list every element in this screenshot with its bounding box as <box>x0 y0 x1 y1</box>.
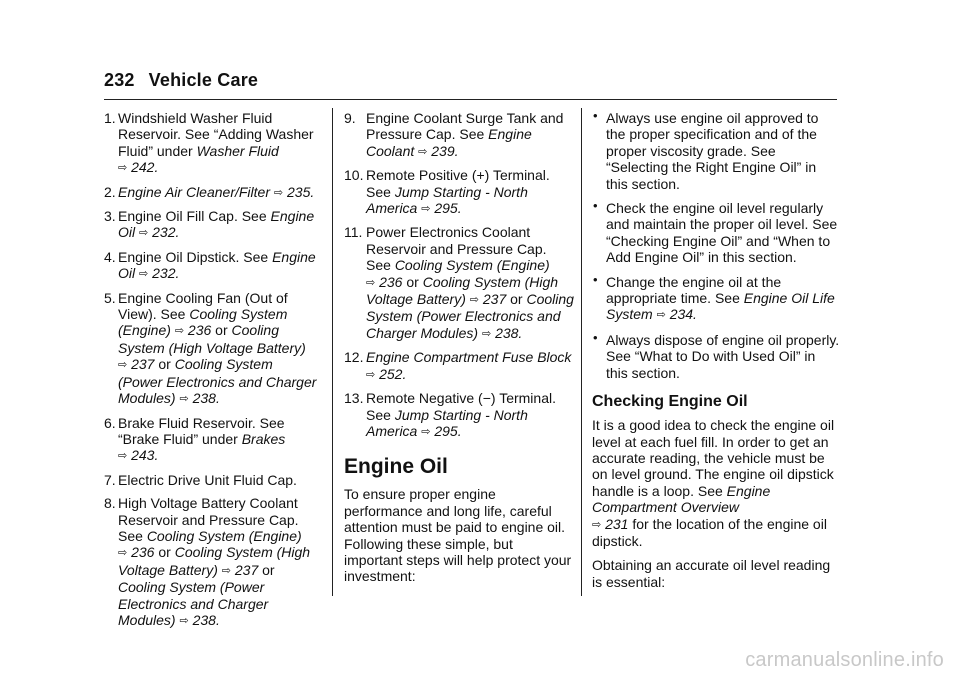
page-ref[interactable]: 237 <box>131 356 155 373</box>
column-left <box>104 110 320 636</box>
page-ref[interactable]: 238. <box>495 324 523 341</box>
page-ref[interactable]: 252. <box>379 365 407 382</box>
ref-link[interactable]: Cooling System (Power Electronics and Charger Modules) <box>118 579 269 628</box>
list-item: 3. Engine Oil Fill Cap. See Engine Oil ⇨ 232. <box>104 208 315 241</box>
list-item: 2. Engine Air Cleaner/Filter ⇨ 235. <box>104 183 315 200</box>
ref-link[interactable]: Cooling System (Engine) <box>394 257 550 274</box>
list-item: 7. Electric Drive Unit Fluid Cap. <box>104 471 297 488</box>
ref-link[interactable]: Engine Compartment Overview <box>592 482 771 516</box>
ref-link[interactable]: Engine Compartment Fuse Block <box>366 349 572 366</box>
page-ref[interactable]: 231 <box>605 515 629 532</box>
bullet-icon: • <box>593 108 598 123</box>
list-item: 4. Engine Oil Dipstick. See Engine Oil ⇨ 232. <box>104 248 316 282</box>
page-ref[interactable]: 295. <box>434 422 462 439</box>
page-ref-icon: ⇨ <box>179 393 189 406</box>
page-ref-icon: ⇨ <box>179 614 189 627</box>
list-item: 10. Remote Positive (+) Terminal. See Jump Starting - North America ⇨ 295. <box>344 167 550 217</box>
list-item: 13. Remote Negative (−) Terminal. See Jump Starting - North America ⇨ 295. <box>344 390 556 439</box>
bullet-item: • Always use engine oil approved to the proper specification and of the proper viscosity grade. See “Selecting the Right Engine Oil” in this section. <box>593 108 819 192</box>
page-ref-icon: ⇨ <box>273 186 284 199</box>
page-ref-icon: ⇨ <box>118 359 128 372</box>
page-ref[interactable]: 238. <box>192 390 220 407</box>
page-ref-icon: ⇨ <box>592 518 602 531</box>
page-header <box>104 70 258 91</box>
page-ref[interactable]: 236 <box>187 322 212 339</box>
ref-link[interactable]: Jump Starting - North America <box>366 183 528 217</box>
watermark: carmanualsonline.info <box>745 649 944 671</box>
list-item: 1. Windshield Washer Fluid Reservoir. See “Adding Washer Fluid” under Washer Fluid ⇨ 242. <box>104 110 314 176</box>
paragraph: Obtaining an accurate oil level reading is essential: <box>592 557 831 590</box>
page-ref-icon: ⇨ <box>366 368 376 381</box>
page-ref[interactable]: 232. <box>152 265 180 282</box>
ref-link[interactable]: Cooling System (High Voltage Battery) <box>366 273 559 308</box>
page-number: 232 <box>104 70 135 90</box>
page-ref-icon: ⇨ <box>139 227 149 240</box>
page-ref-icon: ⇨ <box>118 547 128 560</box>
section-heading: Engine Oil <box>344 455 448 479</box>
list-item: 9. Engine Coolant Surge Tank and Pressure Cap. See Engine Coolant ⇨ 239. <box>344 110 564 159</box>
column-divider-1 <box>332 108 333 596</box>
ref-link[interactable]: Engine Air Cleaner/Filter <box>118 183 270 200</box>
page-ref[interactable]: 242. <box>131 159 159 176</box>
ref-link[interactable]: Jump Starting - North America <box>366 406 528 439</box>
ref-link[interactable]: Brakes <box>241 430 286 447</box>
ref-link[interactable]: Cooling System (Power Electronics and Charger Modules) <box>118 356 317 407</box>
page-ref[interactable]: 239. <box>431 142 459 159</box>
page-ref-icon: ⇨ <box>481 327 492 340</box>
page-ref-icon: ⇨ <box>221 564 231 577</box>
bullet-icon: • <box>593 198 598 214</box>
intro-paragraph: To ensure proper engine performance and long life, careful attention must be paid to engine oil. Following these simple, but important steps will help protect your investment: <box>344 486 572 585</box>
page-ref-icon: ⇨ <box>366 276 376 289</box>
list-item: 6. Brake Fluid Reservoir. See “Brake Fluid” under Brakes ⇨ 243. <box>104 414 286 464</box>
list-item: 11. Power Electronics Coolant Reservoir and Pressure Cap. See Cooling System (Engine) ⇨ 236 or Cooling System (High Voltage Battery) ⇨ 237 or Cooling System (Power Electronics and Charger Modules) ⇨ 238. <box>344 224 574 341</box>
bullet-icon: • <box>593 271 598 287</box>
page-ref-icon: ⇨ <box>421 203 431 216</box>
page-ref-icon: ⇨ <box>118 162 128 175</box>
page-ref-icon: ⇨ <box>421 425 431 438</box>
page-ref[interactable]: 236 <box>131 544 155 561</box>
page-ref[interactable]: 237 <box>482 291 507 308</box>
ref-link[interactable]: Cooling System (Engine) <box>146 527 302 544</box>
list-item: 12. Engine Compartment Fuse Block ⇨ 252. <box>344 349 572 382</box>
header-divider <box>104 99 837 100</box>
ref-link[interactable]: Engine Coolant <box>366 126 532 159</box>
ref-link[interactable]: Cooling System (High Voltage Battery) <box>118 544 311 578</box>
bullet-icon: • <box>593 329 598 345</box>
ref-link[interactable]: Cooling System (Power Electronics and Charger Modules) <box>366 291 574 341</box>
page-ref-icon: ⇨ <box>174 325 185 338</box>
ref-link[interactable]: Washer Fluid <box>196 142 279 159</box>
page-ref-icon: ⇨ <box>469 294 479 307</box>
ref-link[interactable]: Cooling System (High Voltage Battery) <box>118 322 306 356</box>
column-right <box>592 110 840 598</box>
column-divider-2 <box>581 108 582 596</box>
page-ref[interactable]: 234. <box>669 306 697 323</box>
subsection-heading: Checking Engine Oil <box>592 393 748 411</box>
column-middle <box>344 110 574 593</box>
page-ref[interactable]: 232. <box>152 224 180 241</box>
list-item: 5. Engine Cooling Fan (Out of View). See Cooling System (Engine) ⇨ 236 or Cooling System (High Voltage Battery) ⇨ 237 or Cooling System (Power Electronics and Charger Modules) ⇨ 238. <box>104 289 317 407</box>
bullet-item: • Change the engine oil at the appropriate time. See Engine Oil Life System ⇨ 234. <box>593 271 835 323</box>
page-ref[interactable]: 238. <box>192 611 220 628</box>
page-ref-icon: ⇨ <box>118 450 128 463</box>
section-title: Vehicle Care <box>148 70 259 90</box>
page-ref[interactable]: 235. <box>287 183 315 200</box>
page-ref[interactable]: 295. <box>434 200 462 217</box>
page-ref[interactable]: 237 <box>234 561 259 578</box>
ref-link[interactable]: Engine Oil <box>118 208 315 241</box>
page-ref-icon: ⇨ <box>139 268 149 281</box>
list-item: 8. High Voltage Battery Coolant Reservoir and Pressure Cap. See Cooling System (Engine) ⇨ 236 or Cooling System (High Voltage Battery) ⇨ 237 or Cooling System (Power Electronics and Charger Modules) ⇨ 238. <box>104 495 311 628</box>
page-ref[interactable]: 243. <box>131 447 159 464</box>
bullet-item: • Check the engine oil level regularly and maintain the proper oil level. See “Checking Engine Oil” and “When to Add Engine Oil” in this section. <box>593 198 838 266</box>
ref-link[interactable]: Engine Oil <box>118 248 316 282</box>
page-ref-icon: ⇨ <box>656 309 666 322</box>
ref-link[interactable]: Engine Oil Life System <box>606 290 835 323</box>
ref-link[interactable]: Cooling System (Engine) <box>118 306 288 339</box>
bullet-item: • Always dispose of engine oil properly. See “What to Do with Used Oil” in this section. <box>593 329 840 381</box>
page-ref[interactable]: 236 <box>379 273 403 290</box>
page-ref-icon: ⇨ <box>418 145 428 158</box>
paragraph: It is a good idea to check the engine oil level at each fuel fill. In order to get an accurate reading, the vehicle must be on level ground. The engine oil dipstick handle is a loop. See Engine Compartment Overview ⇨ 231 for the location of the engine oil dipstick. <box>592 417 835 549</box>
